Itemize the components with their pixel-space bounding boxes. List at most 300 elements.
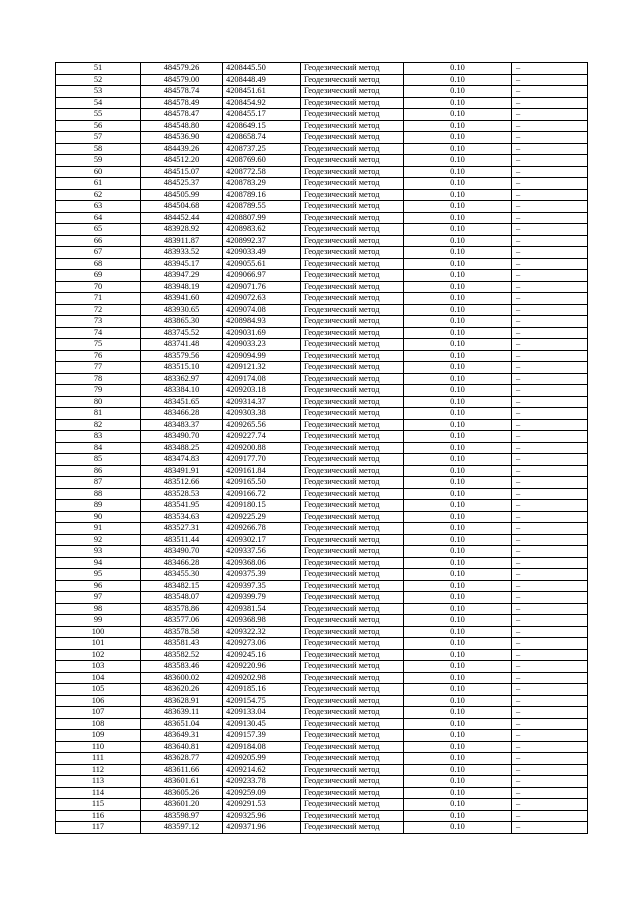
y-coordinate-cell: 4209303.38 [223, 408, 301, 420]
point-number-cell: 92 [56, 534, 141, 546]
method-cell: Геодезический метод [301, 281, 404, 293]
x-coordinate-cell: 483490.70 [141, 546, 223, 558]
x-coordinate-cell: 483578.58 [141, 626, 223, 638]
accuracy-cell: 0.10 [404, 500, 512, 512]
table-row [56, 166, 588, 178]
point-number-cell: 117 [56, 822, 141, 834]
method-cell: Геодезический метод [301, 488, 404, 500]
table-row [56, 120, 588, 132]
y-coordinate-cell: 4208769.60 [223, 155, 301, 167]
point-number-cell: 83 [56, 431, 141, 443]
point-number-cell: 62 [56, 189, 141, 201]
point-number-cell: 55 [56, 109, 141, 121]
x-coordinate-cell: 483362.97 [141, 373, 223, 385]
point-number-cell: 68 [56, 258, 141, 270]
table-row [56, 615, 588, 627]
x-coordinate-cell: 483640.81 [141, 741, 223, 753]
method-cell: Геодезический метод [301, 166, 404, 178]
table-row [56, 350, 588, 362]
method-cell: Геодезический метод [301, 684, 404, 696]
point-number-cell: 101 [56, 638, 141, 650]
method-cell: Геодезический метод [301, 235, 404, 247]
description-cell: – [512, 787, 588, 799]
point-number-cell: 89 [56, 500, 141, 512]
y-coordinate-cell: 4209203.18 [223, 385, 301, 397]
point-number-cell: 57 [56, 132, 141, 144]
method-cell: Геодезический метод [301, 764, 404, 776]
method-cell: Геодезический метод [301, 143, 404, 155]
description-cell: – [512, 615, 588, 627]
x-coordinate-cell: 483628.91 [141, 695, 223, 707]
x-coordinate-cell: 484504.68 [141, 201, 223, 213]
description-cell: – [512, 189, 588, 201]
point-number-cell: 114 [56, 787, 141, 799]
description-cell: – [512, 718, 588, 730]
table-row [56, 684, 588, 696]
point-number-cell: 96 [56, 580, 141, 592]
method-cell: Геодезический метод [301, 155, 404, 167]
description-cell: – [512, 247, 588, 259]
x-coordinate-cell: 484579.26 [141, 63, 223, 75]
method-cell: Геодезический метод [301, 385, 404, 397]
x-coordinate-cell: 484548.80 [141, 120, 223, 132]
accuracy-cell: 0.10 [404, 431, 512, 443]
description-cell: – [512, 316, 588, 328]
y-coordinate-cell: 4209166.72 [223, 488, 301, 500]
accuracy-cell: 0.10 [404, 224, 512, 236]
y-coordinate-cell: 4209273.06 [223, 638, 301, 650]
y-coordinate-cell: 4209291.53 [223, 799, 301, 811]
x-coordinate-cell: 483620.26 [141, 684, 223, 696]
y-coordinate-cell: 4209205.99 [223, 753, 301, 765]
description-cell: – [512, 810, 588, 822]
accuracy-cell: 0.10 [404, 454, 512, 466]
point-number-cell: 76 [56, 350, 141, 362]
accuracy-cell: 0.10 [404, 442, 512, 454]
y-coordinate-cell: 4209337.56 [223, 546, 301, 558]
y-coordinate-cell: 4209055.61 [223, 258, 301, 270]
description-cell: – [512, 799, 588, 811]
accuracy-cell: 0.10 [404, 86, 512, 98]
description-cell: – [512, 120, 588, 132]
accuracy-cell: 0.10 [404, 730, 512, 742]
description-cell: – [512, 63, 588, 75]
method-cell: Геодезический метод [301, 419, 404, 431]
description-cell: – [512, 730, 588, 742]
x-coordinate-cell: 483945.17 [141, 258, 223, 270]
y-coordinate-cell: 4209233.78 [223, 776, 301, 788]
y-coordinate-cell: 4208789.16 [223, 189, 301, 201]
table-row [56, 132, 588, 144]
accuracy-cell: 0.10 [404, 408, 512, 420]
x-coordinate-cell: 483611.66 [141, 764, 223, 776]
table-row [56, 649, 588, 661]
point-number-cell: 100 [56, 626, 141, 638]
x-coordinate-cell: 483490.70 [141, 431, 223, 443]
table-row [56, 764, 588, 776]
table-row [56, 281, 588, 293]
table-row [56, 511, 588, 523]
accuracy-cell: 0.10 [404, 362, 512, 374]
point-number-cell: 78 [56, 373, 141, 385]
method-cell: Геодезический метод [301, 373, 404, 385]
table-row [56, 707, 588, 719]
point-number-cell: 95 [56, 569, 141, 581]
description-cell: – [512, 86, 588, 98]
method-cell: Геодезический метод [301, 304, 404, 316]
y-coordinate-cell: 4209177.70 [223, 454, 301, 466]
y-coordinate-cell: 4209325.96 [223, 810, 301, 822]
x-coordinate-cell: 483579.56 [141, 350, 223, 362]
accuracy-cell: 0.10 [404, 293, 512, 305]
description-cell: – [512, 822, 588, 834]
point-number-cell: 61 [56, 178, 141, 190]
method-cell: Геодезический метод [301, 707, 404, 719]
y-coordinate-cell: 4209074.08 [223, 304, 301, 316]
point-number-cell: 104 [56, 672, 141, 684]
x-coordinate-cell: 483605.26 [141, 787, 223, 799]
x-coordinate-cell: 483597.12 [141, 822, 223, 834]
x-coordinate-cell: 483528.53 [141, 488, 223, 500]
table-row [56, 753, 588, 765]
method-cell: Геодезический метод [301, 695, 404, 707]
x-coordinate-cell: 484525.37 [141, 178, 223, 190]
x-coordinate-cell: 484578.49 [141, 97, 223, 109]
y-coordinate-cell: 4209322.32 [223, 626, 301, 638]
description-cell: – [512, 592, 588, 604]
y-coordinate-cell: 4209157.39 [223, 730, 301, 742]
description-cell: – [512, 224, 588, 236]
y-coordinate-cell: 4209202.98 [223, 672, 301, 684]
accuracy-cell: 0.10 [404, 684, 512, 696]
method-cell: Геодезический метод [301, 431, 404, 443]
y-coordinate-cell: 4208772.58 [223, 166, 301, 178]
accuracy-cell: 0.10 [404, 523, 512, 535]
accuracy-cell: 0.10 [404, 546, 512, 558]
table-row [56, 626, 588, 638]
accuracy-cell: 0.10 [404, 270, 512, 282]
method-cell: Геодезический метод [301, 63, 404, 75]
y-coordinate-cell: 4209302.17 [223, 534, 301, 546]
accuracy-cell: 0.10 [404, 258, 512, 270]
accuracy-cell: 0.10 [404, 695, 512, 707]
y-coordinate-cell: 4209031.69 [223, 327, 301, 339]
description-cell: – [512, 270, 588, 282]
x-coordinate-cell: 483541.95 [141, 500, 223, 512]
method-cell: Геодезический метод [301, 327, 404, 339]
table-row [56, 155, 588, 167]
description-cell: – [512, 707, 588, 719]
point-number-cell: 93 [56, 546, 141, 558]
accuracy-cell: 0.10 [404, 649, 512, 661]
y-coordinate-cell: 4208649.15 [223, 120, 301, 132]
x-coordinate-cell: 483649.31 [141, 730, 223, 742]
y-coordinate-cell: 4209066.97 [223, 270, 301, 282]
accuracy-cell: 0.10 [404, 178, 512, 190]
y-coordinate-cell: 4209033.23 [223, 339, 301, 351]
y-coordinate-cell: 4208807.99 [223, 212, 301, 224]
method-cell: Геодезический метод [301, 454, 404, 466]
x-coordinate-cell: 483598.97 [141, 810, 223, 822]
method-cell: Геодезический метод [301, 799, 404, 811]
table-row [56, 419, 588, 431]
accuracy-cell: 0.10 [404, 373, 512, 385]
x-coordinate-cell: 483548.07 [141, 592, 223, 604]
point-number-cell: 82 [56, 419, 141, 431]
x-coordinate-cell: 483600.02 [141, 672, 223, 684]
description-cell: – [512, 235, 588, 247]
method-cell: Геодезический метод [301, 672, 404, 684]
point-number-cell: 116 [56, 810, 141, 822]
table-row [56, 86, 588, 98]
table-row [56, 339, 588, 351]
y-coordinate-cell: 4208992.37 [223, 235, 301, 247]
x-coordinate-cell: 483474.83 [141, 454, 223, 466]
accuracy-cell: 0.10 [404, 661, 512, 673]
accuracy-cell: 0.10 [404, 511, 512, 523]
y-coordinate-cell: 4208789.55 [223, 201, 301, 213]
y-coordinate-cell: 4209245.16 [223, 649, 301, 661]
x-coordinate-cell: 483941.60 [141, 293, 223, 305]
table-row [56, 327, 588, 339]
table-row [56, 523, 588, 535]
point-number-cell: 63 [56, 201, 141, 213]
y-coordinate-cell: 4208454.92 [223, 97, 301, 109]
point-number-cell: 69 [56, 270, 141, 282]
method-cell: Геодезический метод [301, 557, 404, 569]
accuracy-cell: 0.10 [404, 569, 512, 581]
description-cell: – [512, 603, 588, 615]
method-cell: Геодезический метод [301, 74, 404, 86]
x-coordinate-cell: 484578.47 [141, 109, 223, 121]
x-coordinate-cell: 483865.30 [141, 316, 223, 328]
point-number-cell: 86 [56, 465, 141, 477]
method-cell: Геодезический метод [301, 350, 404, 362]
description-cell: – [512, 212, 588, 224]
table-row [56, 592, 588, 604]
description-cell: – [512, 373, 588, 385]
table-row [56, 638, 588, 650]
method-cell: Геодезический метод [301, 109, 404, 121]
point-number-cell: 75 [56, 339, 141, 351]
x-coordinate-cell: 483488.25 [141, 442, 223, 454]
point-number-cell: 59 [56, 155, 141, 167]
description-cell: – [512, 258, 588, 270]
point-number-cell: 94 [56, 557, 141, 569]
point-number-cell: 53 [56, 86, 141, 98]
method-cell: Геодезический метод [301, 316, 404, 328]
accuracy-cell: 0.10 [404, 74, 512, 86]
x-coordinate-cell: 484515.07 [141, 166, 223, 178]
y-coordinate-cell: 4209399.79 [223, 592, 301, 604]
table-row [56, 316, 588, 328]
method-cell: Геодезический метод [301, 396, 404, 408]
method-cell: Геодезический метод [301, 465, 404, 477]
accuracy-cell: 0.10 [404, 615, 512, 627]
x-coordinate-cell: 483947.29 [141, 270, 223, 282]
point-number-cell: 85 [56, 454, 141, 466]
x-coordinate-cell: 483455.30 [141, 569, 223, 581]
x-coordinate-cell: 483515.10 [141, 362, 223, 374]
point-number-cell: 97 [56, 592, 141, 604]
y-coordinate-cell: 4209121.32 [223, 362, 301, 374]
x-coordinate-cell: 483512.66 [141, 477, 223, 489]
point-number-cell: 58 [56, 143, 141, 155]
method-cell: Геодезический метод [301, 477, 404, 489]
description-cell: – [512, 339, 588, 351]
x-coordinate-cell: 483639.11 [141, 707, 223, 719]
table-row [56, 822, 588, 834]
accuracy-cell: 0.10 [404, 787, 512, 799]
point-number-cell: 77 [56, 362, 141, 374]
description-cell: – [512, 74, 588, 86]
x-coordinate-cell: 483933.52 [141, 247, 223, 259]
method-cell: Геодезический метод [301, 649, 404, 661]
description-cell: – [512, 201, 588, 213]
y-coordinate-cell: 4209185.16 [223, 684, 301, 696]
point-number-cell: 64 [56, 212, 141, 224]
point-number-cell: 90 [56, 511, 141, 523]
method-cell: Геодезический метод [301, 442, 404, 454]
point-number-cell: 71 [56, 293, 141, 305]
y-coordinate-cell: 4209314.37 [223, 396, 301, 408]
description-cell: – [512, 293, 588, 305]
y-coordinate-cell: 4208984.93 [223, 316, 301, 328]
method-cell: Геодезический метод [301, 258, 404, 270]
method-cell: Геодезический метод [301, 86, 404, 98]
x-coordinate-cell: 483928.92 [141, 224, 223, 236]
y-coordinate-cell: 4209375.39 [223, 569, 301, 581]
accuracy-cell: 0.10 [404, 304, 512, 316]
y-coordinate-cell: 4209265.56 [223, 419, 301, 431]
description-cell: – [512, 477, 588, 489]
x-coordinate-cell: 483581.43 [141, 638, 223, 650]
method-cell: Геодезический метод [301, 362, 404, 374]
accuracy-cell: 0.10 [404, 626, 512, 638]
y-coordinate-cell: 4209174.08 [223, 373, 301, 385]
description-cell: – [512, 776, 588, 788]
description-cell: – [512, 362, 588, 374]
x-coordinate-cell: 484505.99 [141, 189, 223, 201]
accuracy-cell: 0.10 [404, 201, 512, 213]
table-row [56, 63, 588, 75]
y-coordinate-cell: 4209220.96 [223, 661, 301, 673]
x-coordinate-cell: 483741.48 [141, 339, 223, 351]
accuracy-cell: 0.10 [404, 109, 512, 121]
method-cell: Геодезический метод [301, 270, 404, 282]
description-cell: – [512, 764, 588, 776]
method-cell: Геодезический метод [301, 822, 404, 834]
table-row [56, 109, 588, 121]
accuracy-cell: 0.10 [404, 281, 512, 293]
accuracy-cell: 0.10 [404, 143, 512, 155]
description-cell: – [512, 431, 588, 443]
table-row [56, 362, 588, 374]
method-cell: Геодезический метод [301, 120, 404, 132]
method-cell: Геодезический метод [301, 569, 404, 581]
table-row [56, 695, 588, 707]
description-cell: – [512, 534, 588, 546]
table-row [56, 603, 588, 615]
point-number-cell: 65 [56, 224, 141, 236]
table-row [56, 258, 588, 270]
y-coordinate-cell: 4209180.15 [223, 500, 301, 512]
x-coordinate-cell: 483582.52 [141, 649, 223, 661]
description-cell: – [512, 166, 588, 178]
table-row [56, 408, 588, 420]
x-coordinate-cell: 484536.90 [141, 132, 223, 144]
description-cell: – [512, 109, 588, 121]
method-cell: Геодезический метод [301, 546, 404, 558]
y-coordinate-cell: 4209214.62 [223, 764, 301, 776]
table-row [56, 741, 588, 753]
description-cell: – [512, 488, 588, 500]
accuracy-cell: 0.10 [404, 603, 512, 615]
description-cell: – [512, 155, 588, 167]
table-row [56, 235, 588, 247]
x-coordinate-cell: 483451.65 [141, 396, 223, 408]
description-cell: – [512, 396, 588, 408]
point-number-cell: 52 [56, 74, 141, 86]
point-number-cell: 79 [56, 385, 141, 397]
point-number-cell: 115 [56, 799, 141, 811]
table-row [56, 730, 588, 742]
point-number-cell: 51 [56, 63, 141, 75]
x-coordinate-cell: 483466.28 [141, 408, 223, 420]
x-coordinate-cell: 483745.52 [141, 327, 223, 339]
accuracy-cell: 0.10 [404, 350, 512, 362]
table-row [56, 488, 588, 500]
accuracy-cell: 0.10 [404, 580, 512, 592]
method-cell: Геодезический метод [301, 730, 404, 742]
description-cell: – [512, 304, 588, 316]
y-coordinate-cell: 4208451.61 [223, 86, 301, 98]
x-coordinate-cell: 483628.77 [141, 753, 223, 765]
description-cell: – [512, 626, 588, 638]
table-row [56, 97, 588, 109]
table-row [56, 396, 588, 408]
description-cell: – [512, 684, 588, 696]
y-coordinate-cell: 4208658.74 [223, 132, 301, 144]
accuracy-cell: 0.10 [404, 339, 512, 351]
method-cell: Геодезический метод [301, 339, 404, 351]
point-number-cell: 70 [56, 281, 141, 293]
accuracy-cell: 0.10 [404, 212, 512, 224]
x-coordinate-cell: 483911.87 [141, 235, 223, 247]
accuracy-cell: 0.10 [404, 419, 512, 431]
point-number-cell: 91 [56, 523, 141, 535]
table-row [56, 201, 588, 213]
point-number-cell: 109 [56, 730, 141, 742]
method-cell: Геодезический метод [301, 247, 404, 259]
method-cell: Геодезический метод [301, 810, 404, 822]
y-coordinate-cell: 4209133.04 [223, 707, 301, 719]
method-cell: Геодезический метод [301, 189, 404, 201]
method-cell: Геодезический метод [301, 97, 404, 109]
y-coordinate-cell: 4208983.62 [223, 224, 301, 236]
method-cell: Геодезический метод [301, 753, 404, 765]
method-cell: Геодезический метод [301, 787, 404, 799]
description-cell: – [512, 132, 588, 144]
description-cell: – [512, 523, 588, 535]
table-row [56, 74, 588, 86]
point-number-cell: 56 [56, 120, 141, 132]
description-cell: – [512, 143, 588, 155]
description-cell: – [512, 327, 588, 339]
description-cell: – [512, 385, 588, 397]
x-coordinate-cell: 483511.44 [141, 534, 223, 546]
point-number-cell: 73 [56, 316, 141, 328]
